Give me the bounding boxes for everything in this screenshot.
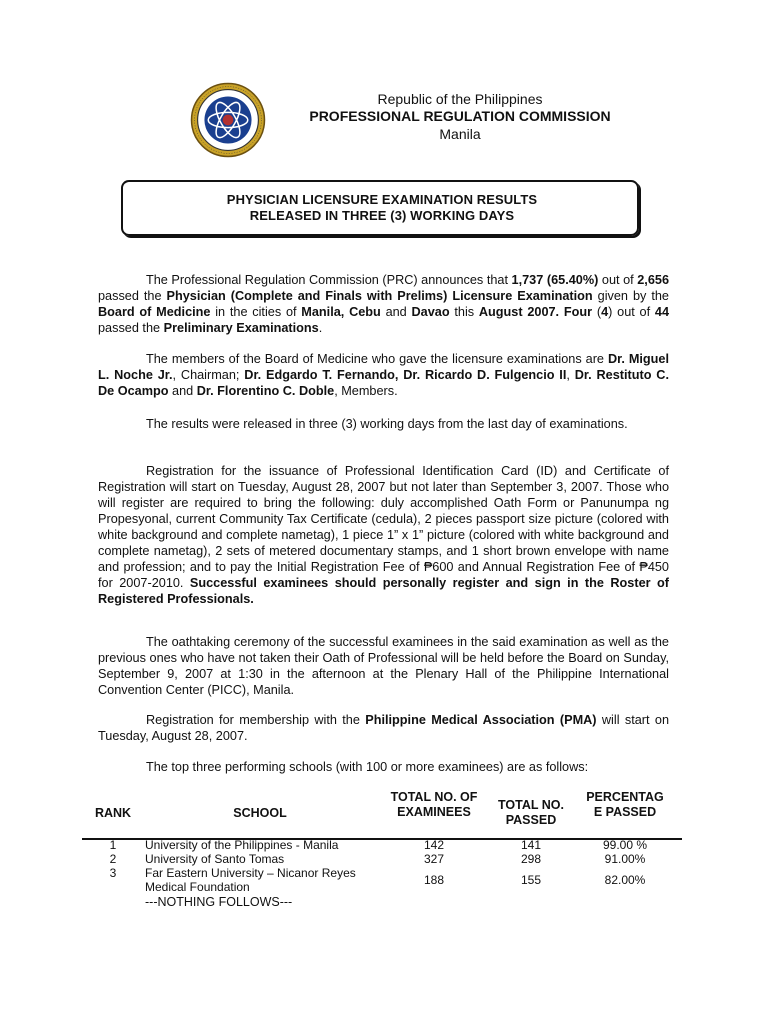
table-row-1-rank: 1: [109, 838, 117, 852]
header-city: Manila: [439, 126, 481, 142]
table-row-2-examinees: 327: [423, 852, 445, 866]
table-row-3-examinees: 188: [423, 873, 445, 887]
paragraph-announcement: The Professional Regulation Commission (PRC) announces that 1,737 (65.40%) out of 2,656 passed the Physician (Complete and Finals with Prelims) Licensure Examination given by the Board of Medicine in the cities of Manila, Cebu and Davao this August 2007. Four (4) out of 44 passed the Preliminary Examinations.: [98, 273, 670, 335]
table-row-1-examinees: 142: [423, 838, 445, 852]
header-republic: Republic of the Philippines: [377, 91, 543, 107]
table-row-2-rank: 2: [109, 852, 117, 866]
table-row-3-rank: 3: [109, 866, 117, 880]
table-row-1-passed: 141: [520, 838, 542, 852]
col-header-rank: RANK: [94, 806, 132, 820]
paragraph-results-release: The results were released in three (3) working days from the last day of examinations.: [146, 417, 628, 431]
table-row-3-percent: 82.00%: [604, 873, 646, 887]
paragraph-top-schools: The top three performing schools (with 100 or more examinees) are as follows:: [146, 760, 589, 774]
col-header-passed: TOTAL NO. PASSED: [498, 798, 564, 827]
title-line-2: RELEASED IN THREE (3) WORKING DAYS: [249, 208, 515, 223]
paragraph-oathtaking: The oathtaking ceremony of the successful examinees in the said examination as well as the previous ones who have not taken their Oath of Professional will be held before the Board on Sunday, September 9, 2007 at 1:30 in the afternoon at the Plenary Hall of the Philippine International Convention Center (PICC), Manila.: [98, 635, 669, 697]
paragraph-pma: Registration for membership with the Philippine Medical Association (PMA) will start on Tuesday, August 28, 2007.: [98, 713, 669, 743]
paragraph-registration: Registration for the issuance of Professional Identification Card (ID) and Certificate of Registration will start on Tuesday, August 28, 2007 but not later than September 3, 2007. Those who will register are required to bring the following: duly accomplished Oath Form or Panunumpa ng Propesyonal, current Community Tax Certificate (cedula), 2 pieces passport size picture (colored with white background and complete nametag), 1 piece 1” x 1” picture (colored with white background and complete nametag), 2 sets of metered documentary stamps, and 1 short brown envelope with name and profession; and to pay the Initial Registration Fee of ₱600 and Annual Registration Fee of ₱450 for 2007-2010. Successful examinees should personally register and sign in the Roster of Registered Professionals.: [98, 464, 669, 606]
table-row-3-passed: 155: [520, 873, 542, 887]
paragraph-board-members: The members of the Board of Medicine who gave the licensure examinations are Dr. Miguel L. Noche Jr., Chairman; Dr. Edgardo T. Fernando, Dr. Ricardo D. Fulgencio II, Dr. Restituto C. De Ocampo and Dr. Florentino C. Doble, Members.: [98, 352, 669, 398]
col-header-examinees: TOTAL NO. OF EXAMINEES: [390, 790, 478, 819]
header-commission: PROFESSIONAL REGULATION COMMISSION: [309, 108, 611, 124]
table-row-2-school: University of Santo Tomas: [145, 852, 285, 866]
table-row-1-school: University of the Philippines - Manila: [145, 838, 339, 852]
table-row-3-school: Far Eastern University – Nicanor Reyes Medical Foundation: [145, 866, 356, 894]
table-row-1-percent: 99.00 %: [602, 838, 648, 852]
title-line-1: PHYSICIAN LICENSURE EXAMINATION RESULTS: [226, 192, 538, 207]
table-row-2-percent: 91.00%: [604, 852, 646, 866]
table-row-2-passed: 298: [520, 852, 542, 866]
table-footer-note: ---NOTHING FOLLOWS---: [145, 895, 293, 909]
col-header-school: SCHOOL: [233, 806, 287, 820]
col-header-percent: PERCENTAG E PASSED: [586, 790, 664, 819]
